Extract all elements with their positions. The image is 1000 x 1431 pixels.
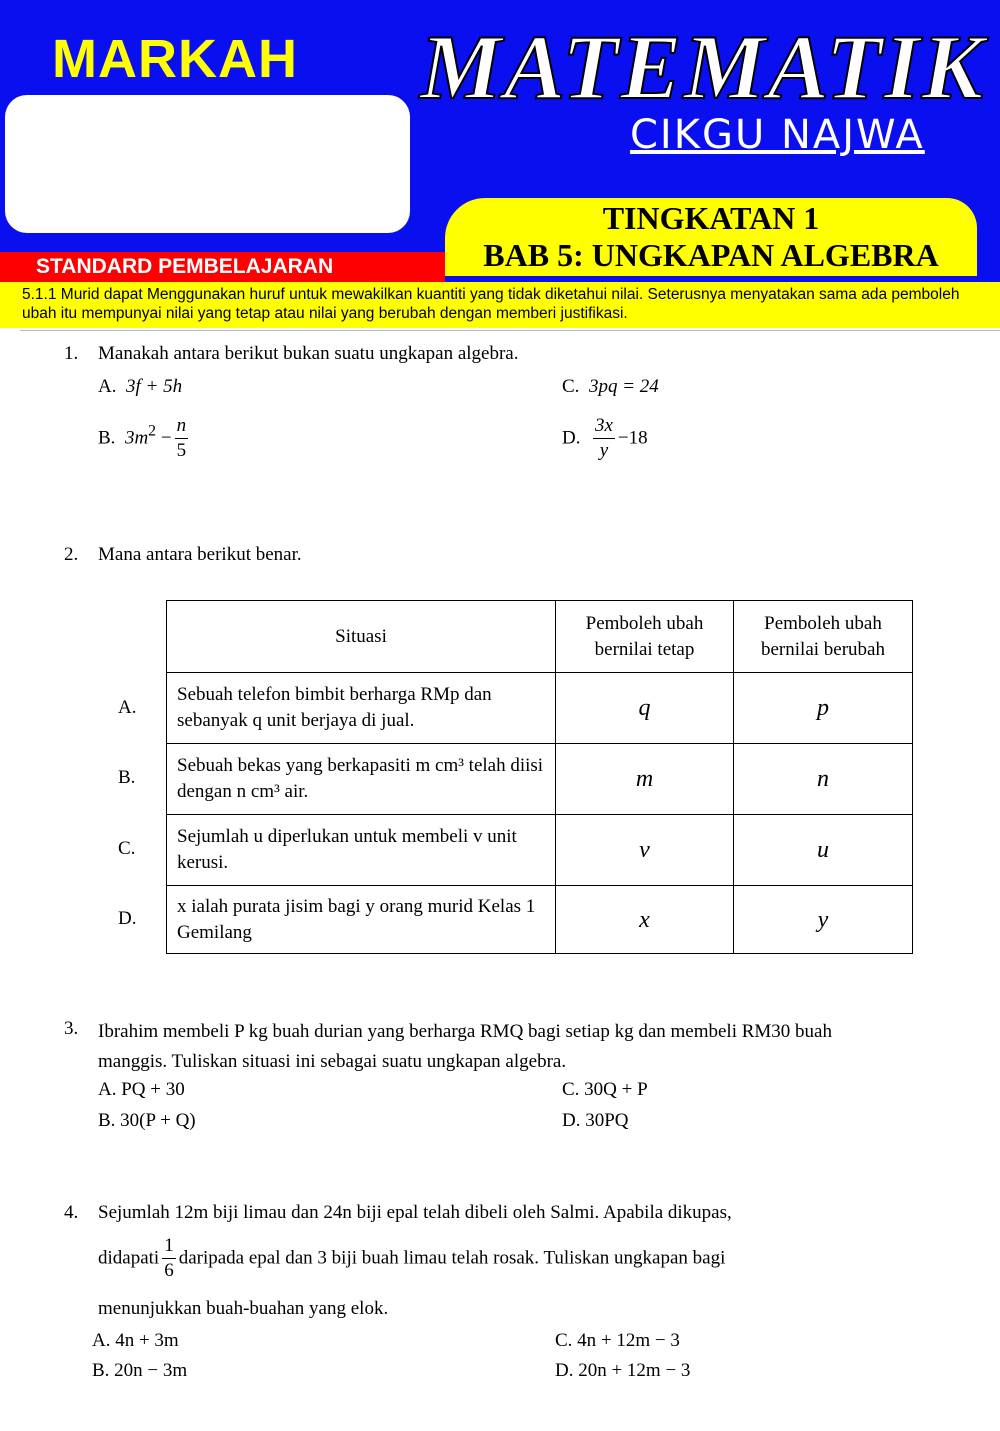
table-row: x ialah purata jisim bagi y orang murid Kelas 1 Gemilang x y [167,886,913,954]
score-box[interactable] [5,95,410,233]
option-b[interactable]: B. $3m^2$ − $\frac{n}{5}$ [98,415,187,461]
question-text: Sejumlah 12m biji limau dan 24n biji epal telah dibeli oleh Salmi. Apabila dikupas, [98,1202,732,1223]
option-a[interactable]: A. PQ + 30 [98,1079,185,1100]
question-text: didapati $\frac{1}{6}$ daripada epal dan 3 biji buah limau telah rosak. Tuliskan ungkapan bagi [98,1235,726,1281]
option-a[interactable]: A. 3f + 5h [98,376,183,397]
question-text: Manakah antara berikut bukan suatu ungkapan algebra. [98,343,519,364]
option-d[interactable]: D. 20n + 12m − 3 [555,1360,691,1381]
chapter-label: BAB 5: UNGKAPAN ALGEBRA [483,237,939,273]
option-c[interactable]: C. [118,838,136,859]
option-a[interactable]: A. [118,697,137,718]
table-row: Sebuah telefon bimbit berharga RMp dan sebanyak q unit berjaya di jual. q p [167,673,913,744]
option-b[interactable]: B. 20n − 3m [92,1360,188,1381]
option-a[interactable]: A. 4n + 3m [92,1330,179,1351]
option-d[interactable]: D. [118,908,137,929]
standard-label: STANDARD PEMBELAJARAN [0,252,445,282]
level-label: TINGKATAN 1 [602,200,820,236]
question-text: Ibrahim membeli P kg buah durian yang berharga RMQ bagi setiap kg dan membeli RM30 buah manggis. Tuliskan situasi ini sebagai suatu ungkapan algebra. [98,1021,832,1072]
divider [20,330,1000,332]
question-text: menunjukkan buah-buahan yang elok. [98,1298,389,1319]
situation-table: Situasi Pemboleh ubah bernilai tetap Pemboleh ubah bernilai berubah Sebuah telefon bimbit berharga RMp dan sebanyak q unit berjaya di jual. q p Sebuah bekas yang berkapasiti m cm³ telah diisi dengan n cm³ air. m n Sejumlah u diperlukan untuk membeli v unit kerusi. v u x ialah purata jisim bagi y orang murid Kelas 1 Gemilang x y [166,600,913,954]
table-row: Sebuah bekas yang berkapasiti m cm³ telah diisi dengan n cm³ air. m n [167,744,913,815]
option-d[interactable]: D. $\frac{3x}{y}$ −18 [562,415,648,461]
chapter-box [445,198,977,276]
option-c[interactable]: C. 30Q + P [562,1079,648,1100]
option-b[interactable]: B. 30(P + Q) [98,1110,196,1131]
question-text: Mana antara berikut benar. [98,544,302,565]
option-c[interactable]: C. 4n + 12m − 3 [555,1330,680,1351]
option-d[interactable]: D. 30PQ [562,1110,629,1131]
option-b[interactable]: B. [118,767,136,788]
teacher-name: CIKGU NAJWA [630,112,925,158]
option-c[interactable]: C. 3pq = 24 [562,376,659,397]
table-row: Sejumlah u diperlukan untuk membeli v unit kerusi. v u [167,815,913,886]
markah-label: MARKAH [52,29,298,89]
standard-text: 5.1.1 Murid dapat Menggunakan huruf untuk mewakilkan kuantiti yang tidak diketahui nilai. Seterusnya menyatakan sama ada pemboleh ubah itu mempunyai nilai yang tetap atau nilai yang berubah dengan memberi justifikasi. [0,282,1000,328]
page-title: MATEMATIK [420,16,986,118]
